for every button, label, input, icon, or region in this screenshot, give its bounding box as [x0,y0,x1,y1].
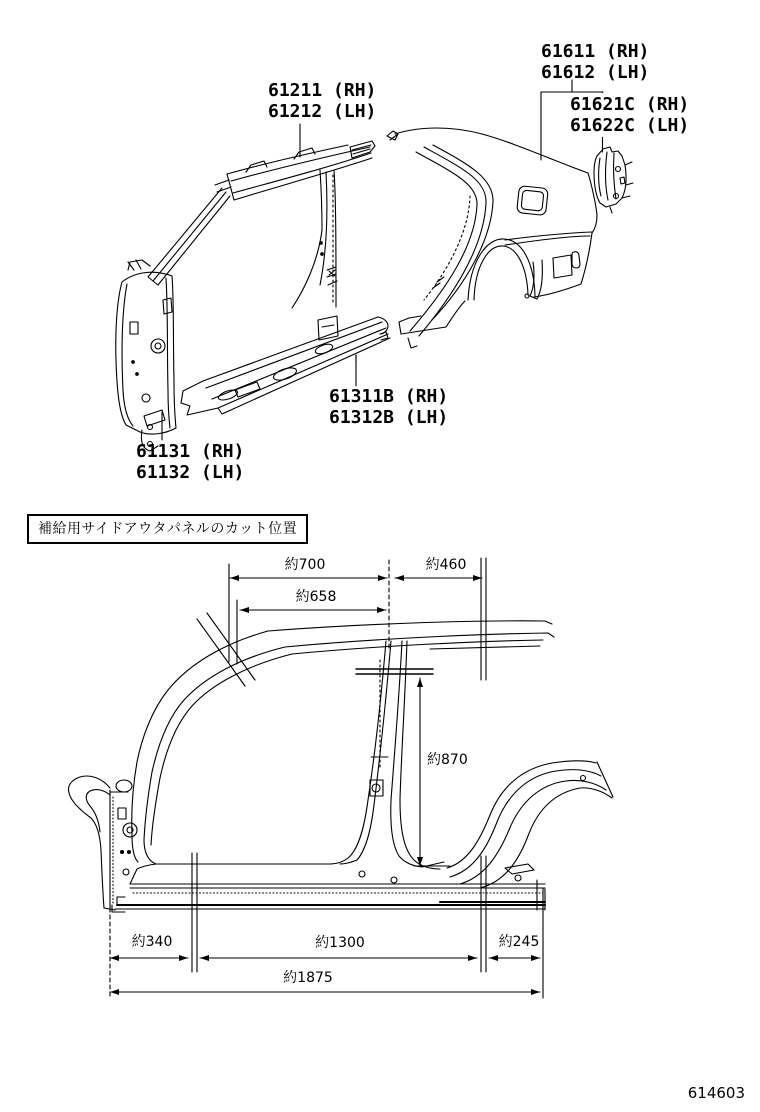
label-quarter-panel [541,41,649,83]
part-number: 61212 (LH) [268,101,377,122]
part-number: 61611 (RH) [541,41,650,62]
part-number: 61211 (RH) [268,80,377,101]
cut-diagram-body [68,621,613,912]
a-pillar-drawing [148,180,231,285]
label-cowl-side [136,441,244,483]
dim-label-pillar-height: 約870 [427,752,468,768]
label-quarter-corner [568,93,691,137]
part-number: 61621C (RH) [570,94,690,115]
dim-label-sill-rear: 約245 [498,934,540,950]
cowl-side-drawing [116,260,176,451]
part-number: 61622C (LH) [570,115,690,136]
figure-code: 614603 [687,1084,745,1102]
roof-side-rail-drawing [227,141,375,200]
dim-label-roof-front-inner: 約658 [295,589,337,605]
label-roof-side-rail [268,80,376,122]
dim-label-sill-total: 約1875 [283,970,333,986]
dim-label-sill-front: 約340 [131,934,173,950]
note-box: 補給用サイドアウタパネルのカット位置 [27,514,308,544]
part-number: 61612 (LH) [541,62,650,83]
dimension-lines [110,564,543,998]
dim-label-sill-center: 約1300 [315,935,365,951]
part-number: 61131 (RH) [136,441,245,462]
dim-label-roof-rear: 約460 [425,557,467,573]
quarter-panel-drawing [387,128,597,348]
b-pillar-drawing [292,170,338,340]
part-number: 61132 (LH) [136,462,245,483]
part-number: 61311B (RH) [329,386,449,407]
dim-label-roof-front: 約700 [284,557,326,573]
quarter-corner-bracket-drawing [594,147,633,213]
part-number: 61312B (LH) [329,407,449,428]
label-rocker-panel [329,386,448,428]
